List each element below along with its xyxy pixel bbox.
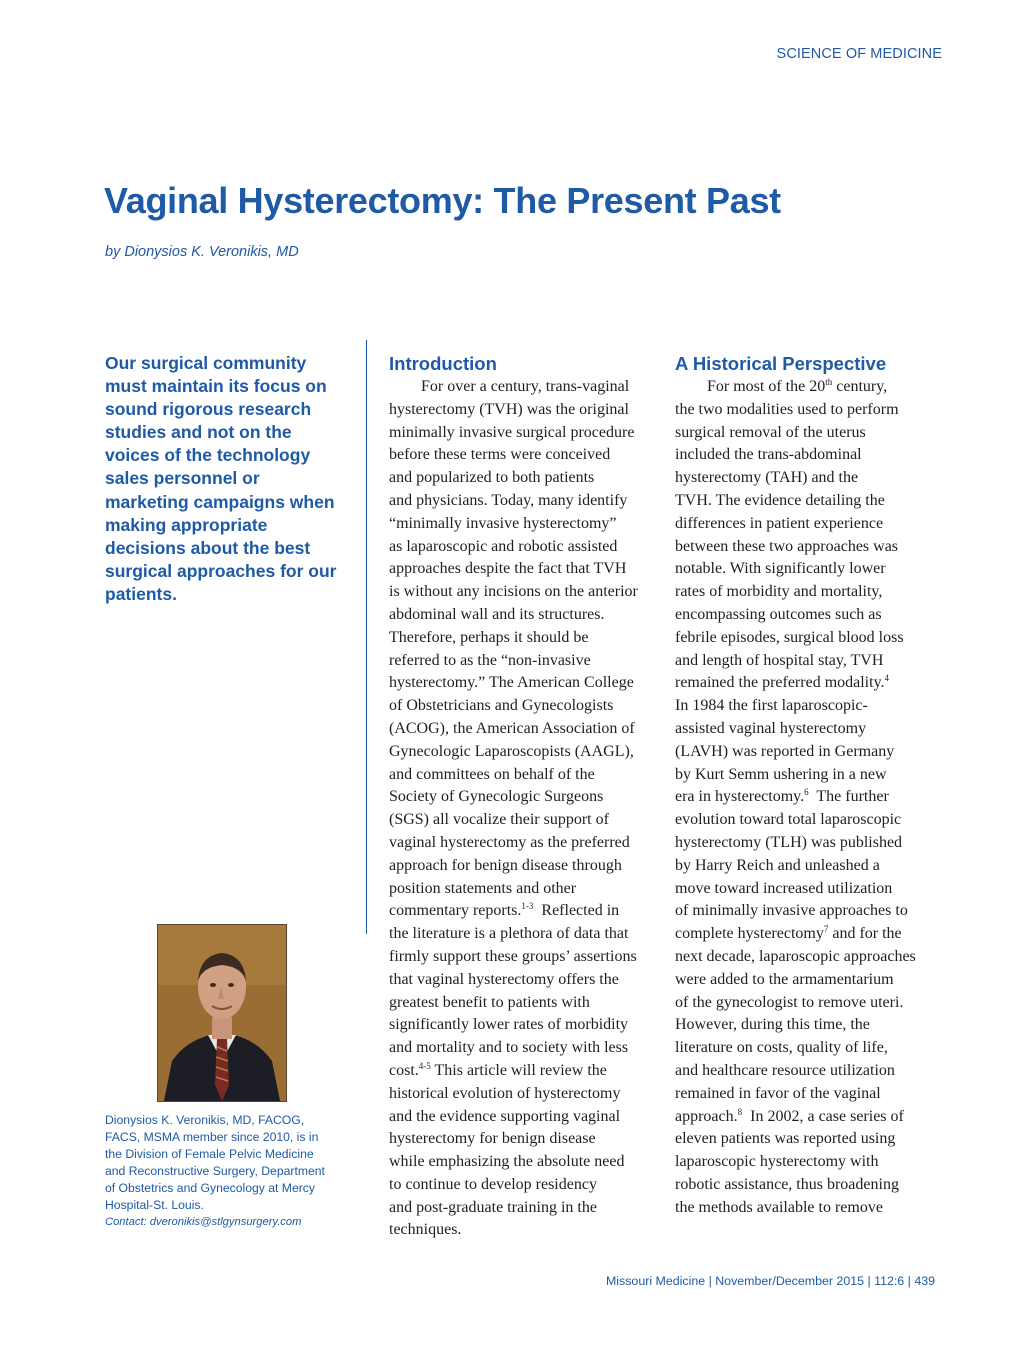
text-line-with-reference xyxy=(389,1060,657,1083)
text-fragment: approach. xyxy=(675,1107,738,1125)
text-line: robotic assistance, thus broadening xyxy=(675,1175,899,1193)
text-line: by Kurt Semm ushering in a new xyxy=(675,765,887,783)
text-line-with-reference xyxy=(389,900,657,923)
text-line: and committees on behalf of the xyxy=(389,765,595,783)
introduction-text xyxy=(389,376,657,1242)
text-line: abdominal wall and its structures. xyxy=(389,605,605,623)
text-line: laparoscopic hysterectomy with xyxy=(675,1153,879,1171)
article-title: Vaginal Hysterectomy: The Present Past xyxy=(104,180,781,221)
text-fragment: This article will review the xyxy=(434,1061,607,1079)
text-line-with-reference xyxy=(675,672,945,695)
text-line: move toward increased utilization xyxy=(675,879,893,897)
text-line: Society of Gynecologic Surgeons xyxy=(389,788,604,806)
text-line: surgical removal of the uterus xyxy=(675,423,866,441)
column-divider xyxy=(366,340,367,934)
text-line: significantly lower rates of morbidity xyxy=(389,1016,629,1034)
text-fragment: For most of the 20 xyxy=(707,378,826,395)
text-line: evolution toward total laparoscopic xyxy=(675,811,902,829)
text-line: literature on costs, quality of life, xyxy=(675,1039,888,1057)
text-line-with-reference xyxy=(675,1106,945,1129)
reference-superscript: 7 xyxy=(823,924,829,935)
text-line: rates of morbidity and mortality, xyxy=(675,583,883,601)
text-line: while emphasizing the absolute need xyxy=(389,1153,625,1171)
text-line: and physicians. Today, many identify xyxy=(389,491,628,509)
text-line-with-reference xyxy=(675,376,945,399)
text-line: approaches despite the fact that TVH xyxy=(389,560,627,578)
text-fragment: century, xyxy=(836,378,888,395)
byline: by Dionysios K. Veronikis, MD xyxy=(105,244,299,260)
text-line: of Obstetricians and Gynecologists xyxy=(389,697,614,715)
text-fragment: cost. xyxy=(389,1061,419,1079)
text-line: the two modalities used to perform xyxy=(675,400,899,418)
text-line: were added to the armamentarium xyxy=(675,970,894,988)
text-line: Gynecologic Laparoscopists (AAGL), xyxy=(389,742,634,760)
text-line: (LAVH) was reported in Germany xyxy=(675,742,895,760)
text-line: Therefore, perhaps it should be xyxy=(389,628,589,646)
text-line: by Harry Reich and unleashed a xyxy=(675,856,880,874)
text-line: and healthcare resource utilization xyxy=(675,1061,895,1079)
text-line: referred to as the “non-invasive xyxy=(389,651,591,669)
text-line: differences in patient experience xyxy=(675,514,884,532)
introduction-column xyxy=(389,352,657,1242)
text-fragment: and for the xyxy=(832,925,902,943)
reference-superscript: 4-5 xyxy=(418,1060,431,1071)
text-line: the literature is a plethora of data that xyxy=(389,925,629,943)
text-line: as laparoscopic and robotic assisted xyxy=(389,537,618,555)
text-line: notable. With significantly lower xyxy=(675,560,886,578)
pull-quote: Our surgical community must maintain its focus on sound rigorous research studies and not on the voices of the technology sales personnel or marketing campaigns when making appropriate decisions about the best surgical approaches for our patients. xyxy=(105,353,337,604)
author-photo xyxy=(157,924,287,1102)
text-line: before these terms were conceived xyxy=(389,446,611,464)
text-line: that vaginal hysterectomy offers the xyxy=(389,970,619,988)
text-line: firmly support these groups’ assertions xyxy=(389,947,637,965)
text-line: remained in favor of the vaginal xyxy=(675,1084,881,1102)
text-line: hysterectomy (TLH) was published xyxy=(675,833,903,851)
author-bio xyxy=(105,1112,337,1231)
reference-superscript: 1-3 xyxy=(521,901,534,912)
text-line: For over a century, trans-vaginal xyxy=(421,378,630,395)
page-footer: Missouri Medicine | November/December 2015 | 112:6 | 439 xyxy=(605,1274,935,1288)
reference-superscript: 6 xyxy=(804,787,809,798)
text-line: encompassing outcomes such as xyxy=(675,605,882,623)
ordinal-superscript: th xyxy=(825,377,833,387)
text-line: hysterectomy (TAH) and the xyxy=(675,469,859,487)
text-line: techniques. xyxy=(389,1221,462,1239)
historical-perspective-column xyxy=(675,352,945,1219)
text-line: next decade, laparoscopic approaches xyxy=(675,947,916,965)
volume-issue: 112:6 xyxy=(874,1274,905,1288)
historical-perspective-heading: A Historical Perspective xyxy=(675,353,887,374)
issue-date: November/December 2015 xyxy=(715,1274,864,1288)
text-line: (SGS) all vocalize their support of xyxy=(389,811,609,829)
text-line: eleven patients was reported using xyxy=(675,1130,896,1148)
text-line: to continue to develop residency xyxy=(389,1175,597,1193)
text-line: In 1984 the first laparoscopic- xyxy=(675,697,868,715)
text-line: hysterectomy.” The American College xyxy=(389,674,634,692)
section-tag: SCIENCE OF MEDICINE xyxy=(776,46,942,62)
text-line: approach for benign disease through xyxy=(389,856,622,874)
text-line: the methods available to remove xyxy=(675,1198,883,1216)
text-fragment: complete hysterectomy xyxy=(675,925,824,943)
text-line: hysterectomy (TVH) was the original xyxy=(389,400,629,418)
text-line: TVH. The evidence detailing the xyxy=(675,491,885,509)
text-line: included the trans-abdominal xyxy=(675,446,862,464)
text-line: “minimally invasive hysterectomy” xyxy=(389,514,617,532)
page-number: 439 xyxy=(914,1274,935,1288)
author-portrait-image xyxy=(158,925,286,1101)
text-line-with-reference xyxy=(675,786,945,809)
text-line-with-reference xyxy=(675,923,945,946)
text-line: position statements and other xyxy=(389,879,577,897)
text-fragment: commentary reports. xyxy=(389,902,522,920)
text-line: febrile episodes, surgical blood loss xyxy=(675,628,904,646)
text-fragment: In 2002, a case series of xyxy=(750,1107,904,1125)
text-line: assisted vaginal hysterectomy xyxy=(675,719,867,737)
text-line: and mortality and to society with less xyxy=(389,1039,629,1057)
text-line: greatest benefit to patients with xyxy=(389,993,590,1011)
text-fragment: The further xyxy=(816,788,889,806)
text-line: between these two approaches was xyxy=(675,537,899,555)
text-fragment: remained the preferred modality. xyxy=(675,674,885,692)
text-line: historical evolution of hysterectomy xyxy=(389,1084,621,1102)
introduction-heading: Introduction xyxy=(389,353,497,374)
text-line: of minimally invasive approaches to xyxy=(675,902,908,920)
reference-superscript: 8 xyxy=(737,1106,743,1117)
reference-superscript: 4 xyxy=(884,673,890,684)
text-fragment: Reflected in xyxy=(541,902,620,920)
text-line: hysterectomy for benign disease xyxy=(389,1130,596,1148)
text-line: and post-graduate training in the xyxy=(389,1198,597,1216)
text-line: (ACOG), the American Association of xyxy=(389,719,635,737)
author-contact: Contact: dveronikis@stlgynsurgery.com xyxy=(105,1216,302,1228)
text-line: minimally invasive surgical procedure xyxy=(389,423,635,441)
text-line: vaginal hysterectomy as the preferred xyxy=(389,833,630,851)
text-line: is without any incisions on the anterior xyxy=(389,583,638,601)
author-bio-text: Dionysios K. Veronikis, MD, FACOG, FACS, MSMA member since 2010, is in the Division of Female Pelvic Medicine and Reconstructive Surgery, Department of Obstetrics and Gynecology at Mercy Hospital-St. Louis. xyxy=(105,1113,325,1212)
historical-perspective-text xyxy=(675,376,945,1219)
text-line: and popularized to both patients xyxy=(389,469,595,487)
text-line: However, during this time, the xyxy=(675,1016,870,1034)
text-line: of the gynecologist to remove uteri. xyxy=(675,993,904,1011)
text-fragment: era in hysterectomy. xyxy=(675,788,805,806)
journal-name: Missouri Medicine xyxy=(605,1274,706,1288)
text-line: and length of hospital stay, TVH xyxy=(675,651,884,669)
text-line: and the evidence supporting vaginal xyxy=(389,1107,621,1125)
